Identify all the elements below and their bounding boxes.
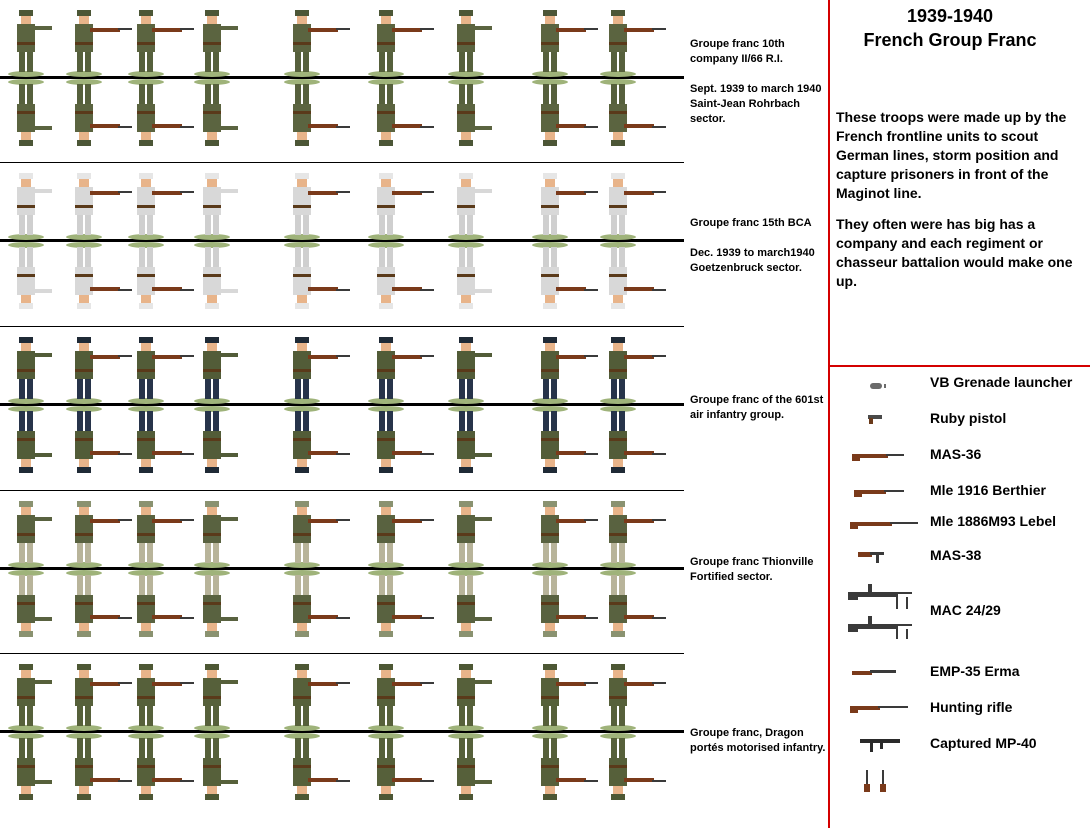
soldier-figure-mirrored <box>8 406 52 473</box>
rifle-icon <box>846 700 916 714</box>
soldier-figure-mirrored <box>128 242 194 309</box>
soldier-figure <box>128 10 194 77</box>
soldier-figure-mirrored <box>368 406 434 473</box>
legend-name: Hunting rifle <box>930 699 1013 715</box>
row-baseline <box>0 239 684 242</box>
soldier-figure <box>194 10 238 77</box>
soldier-figure <box>600 173 666 240</box>
soldier-figure-mirrored <box>128 733 194 800</box>
soldier-figure <box>600 337 666 404</box>
legend-name: MAS-38 <box>930 547 982 563</box>
soldier-figure-mirrored <box>66 406 132 473</box>
soldier-figure <box>128 664 194 731</box>
soldier-figure <box>532 337 598 404</box>
row-divider <box>0 162 684 163</box>
grenade-launcher-icon <box>846 380 886 392</box>
group-label-3: Groupe franc of the 601st air infantry group. <box>690 394 824 421</box>
soldier-figure <box>194 501 238 568</box>
soldier-figure <box>532 664 598 731</box>
soldier-figure-mirrored <box>8 242 52 309</box>
legend-name: EMP-35 Erma <box>930 663 1020 679</box>
soldier-figure-mirrored <box>194 406 238 473</box>
soldier-figure <box>8 173 52 240</box>
legend-name: MAS-36 <box>930 446 982 462</box>
soldier-figure-mirrored <box>194 570 238 637</box>
title-years: 1939-1940 <box>906 6 994 26</box>
legend-name: MAC 24/29 <box>930 602 1001 618</box>
figure-strip <box>0 491 684 653</box>
soldier-figure-mirrored <box>448 406 492 473</box>
row-divider <box>0 326 684 327</box>
soldier-figure-mirrored <box>194 79 238 146</box>
row-baseline <box>0 730 684 733</box>
description-para-1: These troops were made up by the French frontline units to scout German lines, storm position and capture prisoners in front of the Maginot line. <box>836 109 1067 201</box>
soldier-figure <box>448 337 492 404</box>
soldier-figure-mirrored <box>128 570 194 637</box>
soldier-figure-mirrored <box>66 570 132 637</box>
soldier-figure <box>194 664 238 731</box>
soldier-figure <box>368 501 434 568</box>
soldier-figure <box>66 10 132 77</box>
soldier-figure-mirrored <box>600 79 666 146</box>
soldier-figure <box>368 173 434 240</box>
smg-icon <box>846 735 908 753</box>
rifle-icon <box>846 484 906 498</box>
soldier-figure-mirrored <box>368 79 434 146</box>
soldier-figure-mirrored <box>448 733 492 800</box>
rifle-icon <box>846 448 906 462</box>
soldier-figure-mirrored <box>128 406 194 473</box>
legend-name: Ruby pistol <box>930 410 1007 426</box>
row-baseline <box>0 567 684 570</box>
row-baseline <box>0 403 684 406</box>
soldier-figure <box>368 337 434 404</box>
soldier-figure-mirrored <box>532 406 598 473</box>
legend-name: VB Grenade launcher <box>930 374 1073 390</box>
soldier-figure-mirrored <box>128 79 194 146</box>
smg-icon <box>846 548 906 566</box>
soldier-figure <box>448 173 492 240</box>
soldier-figure-mirrored <box>448 570 492 637</box>
soldier-figure <box>368 10 434 77</box>
soldier-figure-mirrored <box>532 570 598 637</box>
group-label-2: Groupe franc 15th BCA Dec. 1939 to march1940 Goetzenbruck sector. <box>690 217 815 274</box>
soldier-figure <box>8 501 52 568</box>
soldier-figure <box>128 337 194 404</box>
soldier-figure <box>128 173 194 240</box>
soldier-figure <box>284 173 350 240</box>
row-baseline <box>0 76 684 79</box>
soldier-figure-mirrored <box>284 406 350 473</box>
legend-name: Mle 1886M93 Lebel <box>930 513 1057 529</box>
soldier-figure <box>448 10 492 77</box>
soldier-figure-mirrored <box>284 733 350 800</box>
soldier-figure-mirrored <box>284 242 350 309</box>
soldier-figure-mirrored <box>448 242 492 309</box>
soldier-figure <box>284 664 350 731</box>
soldier-figure <box>284 501 350 568</box>
red-divider-horizontal <box>830 365 1090 367</box>
figure-strip <box>0 163 684 325</box>
soldier-figure-mirrored <box>194 733 238 800</box>
soldier-figure <box>66 337 132 404</box>
soldier-figure-mirrored <box>368 733 434 800</box>
soldier-figure-mirrored <box>8 79 52 146</box>
figure-strip <box>0 654 684 816</box>
soldier-figure-mirrored <box>8 733 52 800</box>
soldier-figure-mirrored <box>284 79 350 146</box>
grenades-icon <box>846 768 896 798</box>
row-divider <box>0 490 684 491</box>
soldier-figure <box>194 173 238 240</box>
soldier-figure-mirrored <box>66 79 132 146</box>
description-para-2: They often were has big has a company and each regiment or chasseur battalion would make one up. <box>836 216 1073 289</box>
soldier-figure <box>532 501 598 568</box>
soldier-figure-mirrored <box>600 242 666 309</box>
soldier-figure-mirrored <box>600 570 666 637</box>
soldier-figure <box>284 10 350 77</box>
soldier-figure <box>66 664 132 731</box>
smg-icon <box>846 665 906 679</box>
soldier-figure <box>448 664 492 731</box>
soldier-figure <box>600 10 666 77</box>
row-divider <box>0 653 684 654</box>
group-label-1: Groupe franc 10th company II/66 R.I. Sept. 1939 to march 1940 Saint-Jean Rohrbach sector. <box>690 38 822 125</box>
soldier-figure-mirrored <box>66 242 132 309</box>
soldier-figure <box>8 337 52 404</box>
figure-strip <box>0 0 684 162</box>
soldier-figure-mirrored <box>448 79 492 146</box>
soldier-figure-mirrored <box>532 242 598 309</box>
red-divider-vertical <box>828 0 830 828</box>
soldier-figure <box>368 664 434 731</box>
soldier-figure <box>284 337 350 404</box>
soldier-figure <box>66 173 132 240</box>
soldier-figure <box>532 10 598 77</box>
soldier-figure-mirrored <box>532 79 598 146</box>
soldier-figure-mirrored <box>284 570 350 637</box>
soldier-figure <box>194 337 238 404</box>
machine-gun-icon <box>846 582 916 642</box>
soldier-figure <box>66 501 132 568</box>
group-label-5: Groupe franc, Dragon portés motorised infantry. <box>690 727 826 754</box>
soldier-figure-mirrored <box>194 242 238 309</box>
title-text: French Group Franc <box>863 30 1037 50</box>
soldier-figure <box>600 501 666 568</box>
pistol-icon <box>846 412 886 426</box>
soldier-figure <box>8 664 52 731</box>
soldier-figure <box>532 173 598 240</box>
group-label-4: Groupe franc Thionville Fortified sector. <box>690 556 814 583</box>
soldier-figure-mirrored <box>8 570 52 637</box>
soldier-figure-mirrored <box>600 733 666 800</box>
soldier-figure-mirrored <box>600 406 666 473</box>
soldier-figure <box>600 664 666 731</box>
soldier-figure-mirrored <box>368 570 434 637</box>
soldier-figure-mirrored <box>368 242 434 309</box>
soldier-figure-mirrored <box>66 733 132 800</box>
legend-name: Captured MP-40 <box>930 735 1037 751</box>
legend-name: Mle 1916 Berthier <box>930 482 1046 498</box>
page-title <box>834 4 1066 52</box>
rifle-icon <box>846 516 920 530</box>
soldier-figure <box>448 501 492 568</box>
soldier-figure <box>8 10 52 77</box>
soldier-figure-mirrored <box>532 733 598 800</box>
figure-strip <box>0 327 684 489</box>
soldier-figure <box>128 501 194 568</box>
